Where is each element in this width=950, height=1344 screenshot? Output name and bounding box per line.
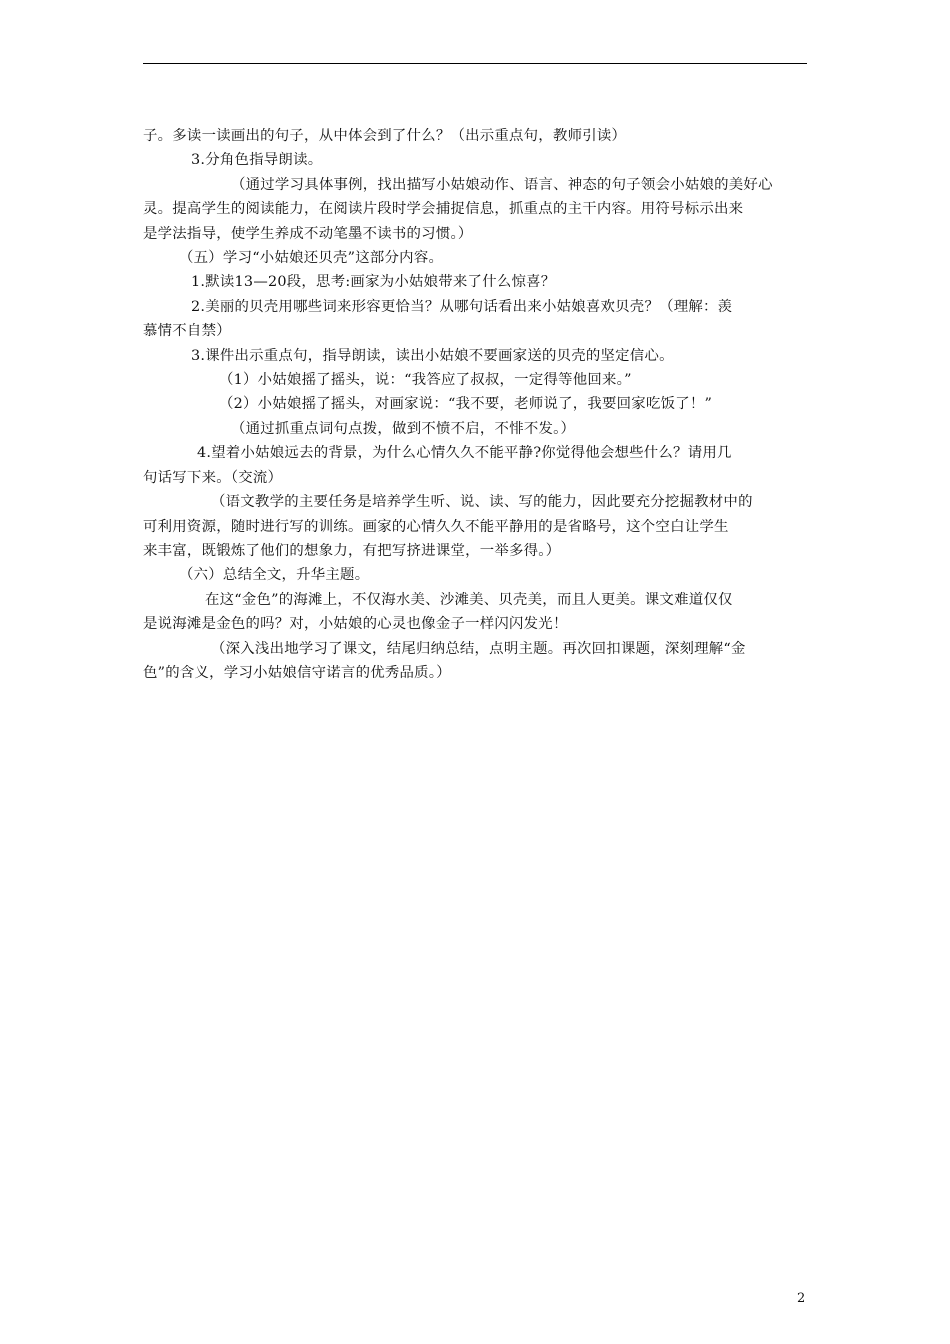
text-line: 可利用资源，随时进行写的训练。画家的心情久久不能平静用的是省略号，这个空白让学生 xyxy=(143,518,729,535)
text-line: 慕情不自禁） xyxy=(143,323,231,340)
text-line: （通过抓重点词句点拨，做到不愤不启，不悱不发。） xyxy=(231,420,576,437)
text-line: 是说海滩是金色的吗？对，小姑娘的心灵也像金子一样闪闪发光！ xyxy=(143,616,568,633)
text-line: 3.分角色指导朗读。 xyxy=(191,152,323,169)
text-line: （深入浅出地学习了课文，结尾归纳总结，点明主题。再次回扣课题，深刻理解“金 xyxy=(211,640,746,657)
text-line: 2.美丽的贝壳用哪些词来形容更恰当？从哪句话看出来小姑娘喜欢贝壳？（理解：羡 xyxy=(191,298,733,315)
page-number: 2 xyxy=(797,1291,806,1306)
text-line: （2）小姑娘摇了摇头，对画家说：“我不要，老师说了，我要回家吃饭了！” xyxy=(219,396,713,413)
text-line: 1.默读13—20段，思考:画家为小姑娘带来了什么惊喜？ xyxy=(191,274,556,291)
document-body xyxy=(143,124,811,685)
header-rule xyxy=(143,63,807,64)
text-line: 4.望着小姑娘远去的背景，为什么心情久久不能平静?你觉得他会想些什么？请用几 xyxy=(197,445,732,462)
text-line: 来丰富，既锻炼了他们的想象力，有把写挤进课堂，一举多得。） xyxy=(143,542,561,559)
text-line: 句话写下来。（交流） xyxy=(143,469,283,486)
text-line: 灵。提高学生的阅读能力，在阅读片段时学会捕捉信息，抓重点的主干内容。用符号标示出来 xyxy=(143,201,744,218)
text-line: 在这“金色”的海滩上，不仅海水美、沙滩美、贝壳美，而且人更美。课文难道仅仅 xyxy=(205,591,733,608)
text-line: （六）总结全文，升华主题。 xyxy=(179,567,370,584)
text-line: （语文教学的主要任务是培养学生听、说、读、写的能力，因此要充分挖掘教材中的 xyxy=(211,494,753,511)
text-line: （1）小姑娘摇了摇头，说：“我答应了叔叔，一定得等他回来。” xyxy=(219,372,632,389)
text-line: 子。多读一读画出的句子，从中体会到了什么？（出示重点句，教师引读） xyxy=(143,128,627,144)
text-line: （五）学习“小姑娘还贝壳”这部分内容。 xyxy=(179,250,444,267)
text-line: 3.课件出示重点句，指导朗读，读出小姑娘不要画家送的贝壳的坚定信心。 xyxy=(191,347,674,364)
text-line: 色”的含义，学习小姑娘信守诺言的优秀品质。） xyxy=(143,664,451,681)
text-line: （通过学习具体事例，找出描写小姑娘动作、语言、神态的句子领会小姑娘的美好心 xyxy=(231,176,773,193)
text-line: 是学法指导，使学生养成不动笔墨不读书的习惯。） xyxy=(143,225,473,242)
